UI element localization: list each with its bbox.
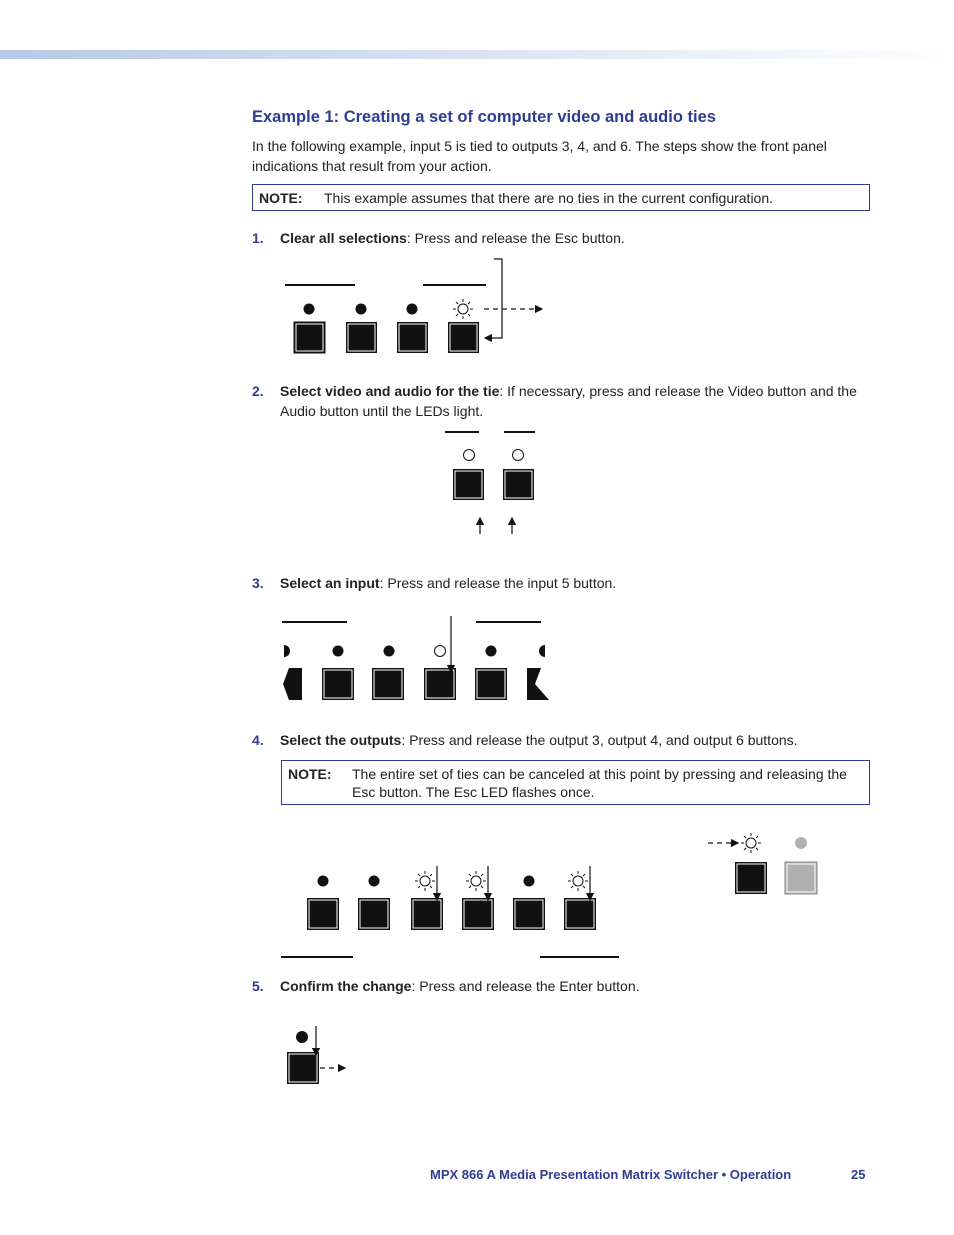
step-text: : Press and release the output 3, output 4, and output 6 buttons. <box>401 732 798 748</box>
step-title: Confirm the change <box>280 978 412 994</box>
page-number: 25 <box>851 1167 866 1182</box>
note-text: This example assumes that there are no ties in the current configuration. <box>324 190 774 206</box>
led-icon <box>296 1031 308 1043</box>
note-text: The entire set of ties can be canceled at this point by pressing and releasing the Esc button. The Esc LED flashes once. <box>352 766 847 800</box>
step-title: Select video and audio for the tie <box>280 383 500 399</box>
enter-button-icon <box>287 1052 319 1084</box>
step-text: : Press and release the input 5 button. <box>379 575 617 591</box>
step-text: : Press and release the Esc button. <box>406 230 625 246</box>
note-label: NOTE: <box>288 766 332 782</box>
step-number: 5. <box>252 978 264 994</box>
section-heading: Example 1: Creating a set of computer video and audio ties <box>252 108 716 126</box>
step-number: 3. <box>252 575 264 591</box>
step-text: : If necessary, press and release the Video button and the Audio button until the LEDs light. <box>280 383 857 419</box>
step-number: 1. <box>252 230 264 246</box>
footer-title: MPX 866 A Media Presentation Matrix Switcher • Operation <box>430 1167 792 1182</box>
step-number: 2. <box>252 383 264 399</box>
step-title: Clear all selections <box>280 230 407 246</box>
step-number: 4. <box>252 732 264 748</box>
step-title: Select an input <box>280 575 380 591</box>
step-title: Select the outputs <box>280 732 402 748</box>
intro-paragraph: In the following example, input 5 is tied to outputs 3, 4, and 6. The steps show the front panel indications that result from your action. <box>252 138 827 174</box>
note-label: NOTE: <box>259 190 303 206</box>
step-text: : Press and release the Enter button. <box>411 978 640 994</box>
